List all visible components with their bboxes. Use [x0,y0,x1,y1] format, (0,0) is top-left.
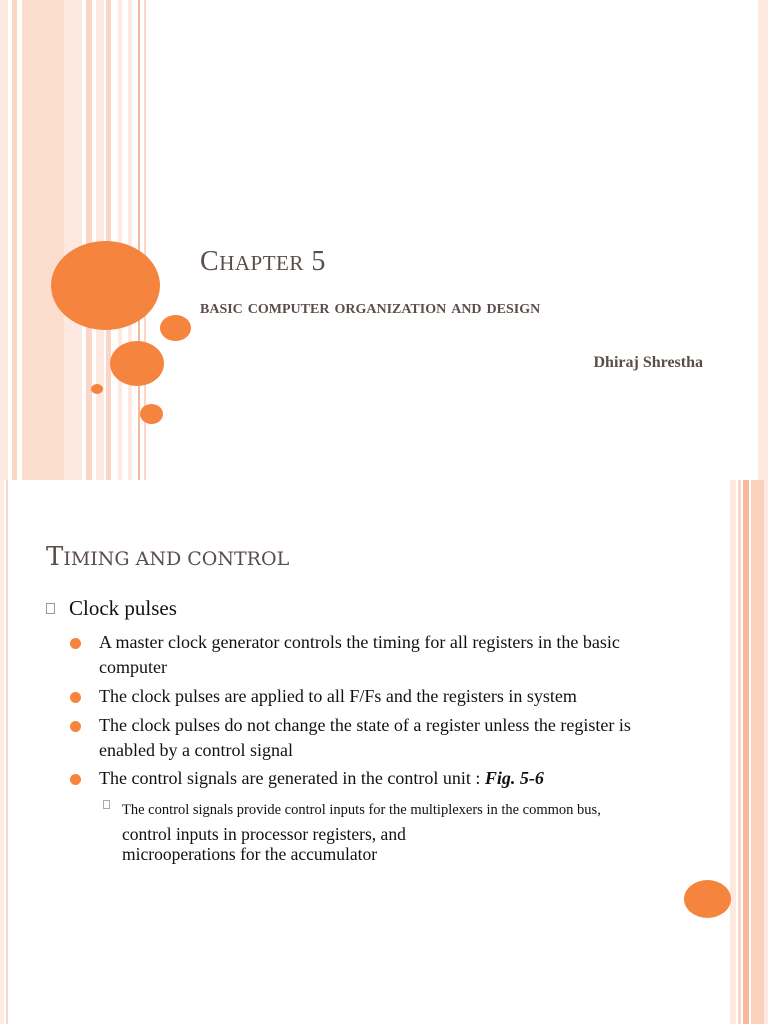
decor-stripe [0,480,4,1024]
sub-bullet-text-small: The control signals provide control inputs for the multiplexers in the common bus, [122,802,601,818]
decor-stripe [128,0,132,480]
decor-stripe [118,0,122,480]
decor-stripe [743,480,749,1024]
decor-stripe [64,0,82,480]
decor-stripe [22,0,64,480]
slide-title [46,542,289,572]
chapter-title [200,246,326,278]
bullet-box-icon [46,603,55,614]
title-slide [0,0,768,480]
decor-stripe [0,0,8,480]
sub-bullet-text [122,796,642,848]
bullet-text: The clock pulses are applied to all F/Fs and the registers in system [99,686,577,706]
title-initial: T [46,542,64,572]
decor-stripe [758,0,768,480]
bullet-dot-icon [70,692,81,703]
decor-stripe [96,0,104,480]
decor-circle [160,315,191,341]
decor-circle [51,241,160,330]
decor-circle [91,384,103,394]
chapter-initial: C [200,246,220,277]
title-rest: IMING AND CONTROL [63,548,290,570]
author-name: Dhiraj Shrestha [593,354,703,371]
decor-stripe [751,480,764,1024]
level1-text: Clock pulses [69,596,177,620]
bullet-dot-icon [70,721,81,732]
sub-bullet-text-line3: microoperations for the accumulator [122,844,378,864]
decor-stripe [138,0,140,480]
bullet-dot-icon [70,774,81,785]
bullet-text [99,766,679,791]
decor-circle [140,404,163,424]
bullet-text: The clock pulses do not change the state of a register unless the register is enabled by a control signal [99,715,631,760]
sub-bullet-text-large: control inputs in processor registers, and [122,824,406,844]
bullet-level1 [46,596,177,621]
decor-stripe [730,480,736,1024]
decor-stripe [738,480,741,1024]
decor-circle [110,341,164,386]
decor-stripe [6,480,8,1024]
chapter-subtitle: basic computer organization and design [200,296,541,318]
decor-stripe [764,480,768,1024]
sub-bullet-box-icon [103,800,110,809]
decor-stripe [86,0,92,480]
figure-reference: Fig. 5-6 [484,768,544,788]
decor-stripe [12,0,17,480]
chapter-word: HAPTER [219,251,304,275]
bullet-dot-icon [70,638,81,649]
decor-stripe [106,0,111,480]
bullet-text: A master clock generator controls the timing for all registers in the basic computer [99,632,620,677]
decor-circle [684,880,731,918]
chapter-number: 5 [311,246,326,277]
content-slide [0,480,768,1024]
bullet-text-main: The control signals are generated in the control unit : [99,768,485,788]
